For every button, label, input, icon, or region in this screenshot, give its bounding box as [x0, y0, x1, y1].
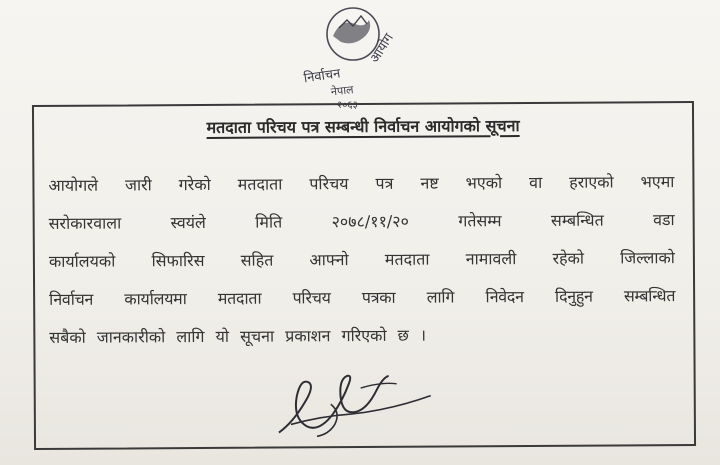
- notice-line: निर्वाचन कार्यालयमा मतदाता परिचय पत्रका लागि निवेदन दिनुहुन सम्बन्धित: [49, 286, 676, 309]
- notice-title: मतदाता परिचय पत्र सम्बन्धी निर्वाचन आयोगको सूचना: [206, 116, 520, 137]
- notice-body: [48, 163, 675, 357]
- handwritten-signature: [261, 359, 452, 450]
- notice-box: [32, 101, 696, 450]
- election-commission-seal: [295, 0, 415, 112]
- notice-line: आयोगले जारी गरेको मतदाता परिचय पत्र नष्ट भएको वा हराएको भएमा: [48, 172, 675, 195]
- notice-line: सरोकारवाला स्वयंले मिति २०७८/११/२० गतेसम्म सम्बन्धित वडा: [48, 210, 675, 233]
- svg-text:२०६३: २०६३: [337, 100, 358, 111]
- notice-line: सबैको जानकारीको लागि यो सूचना प्रकाशन गरिएको छ ।: [49, 325, 427, 347]
- svg-text:आयोग: आयोग: [367, 31, 397, 66]
- notice-line: कार्यालयको सिफारिस सहित आफ्नो मतदाता नामावली रहेको जिल्लाको: [48, 248, 675, 271]
- svg-text:नेपाल: नेपाल: [330, 83, 355, 99]
- svg-text:निर्वाचन: निर्वाचन: [302, 66, 342, 87]
